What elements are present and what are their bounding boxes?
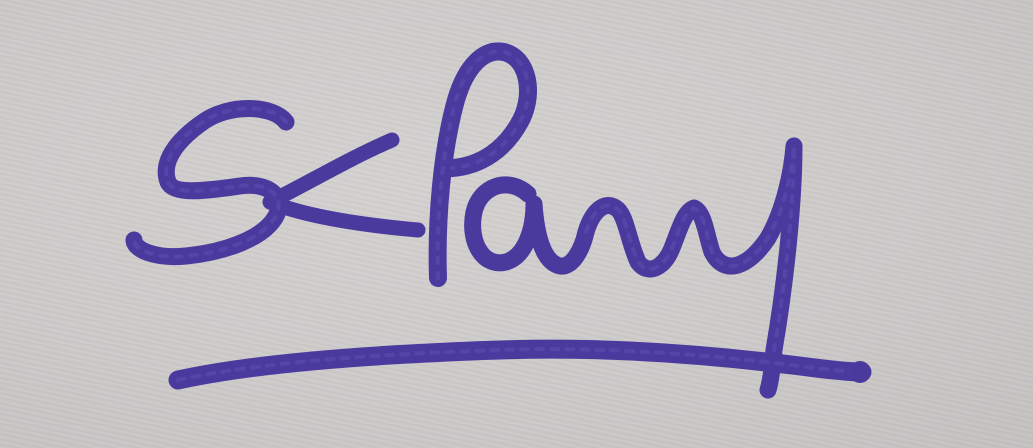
signature-stroke-s	[134, 109, 286, 257]
signature-stroke-a	[473, 185, 586, 266]
signature-end-dot	[849, 361, 871, 383]
signature-stroke-angle	[270, 140, 418, 230]
